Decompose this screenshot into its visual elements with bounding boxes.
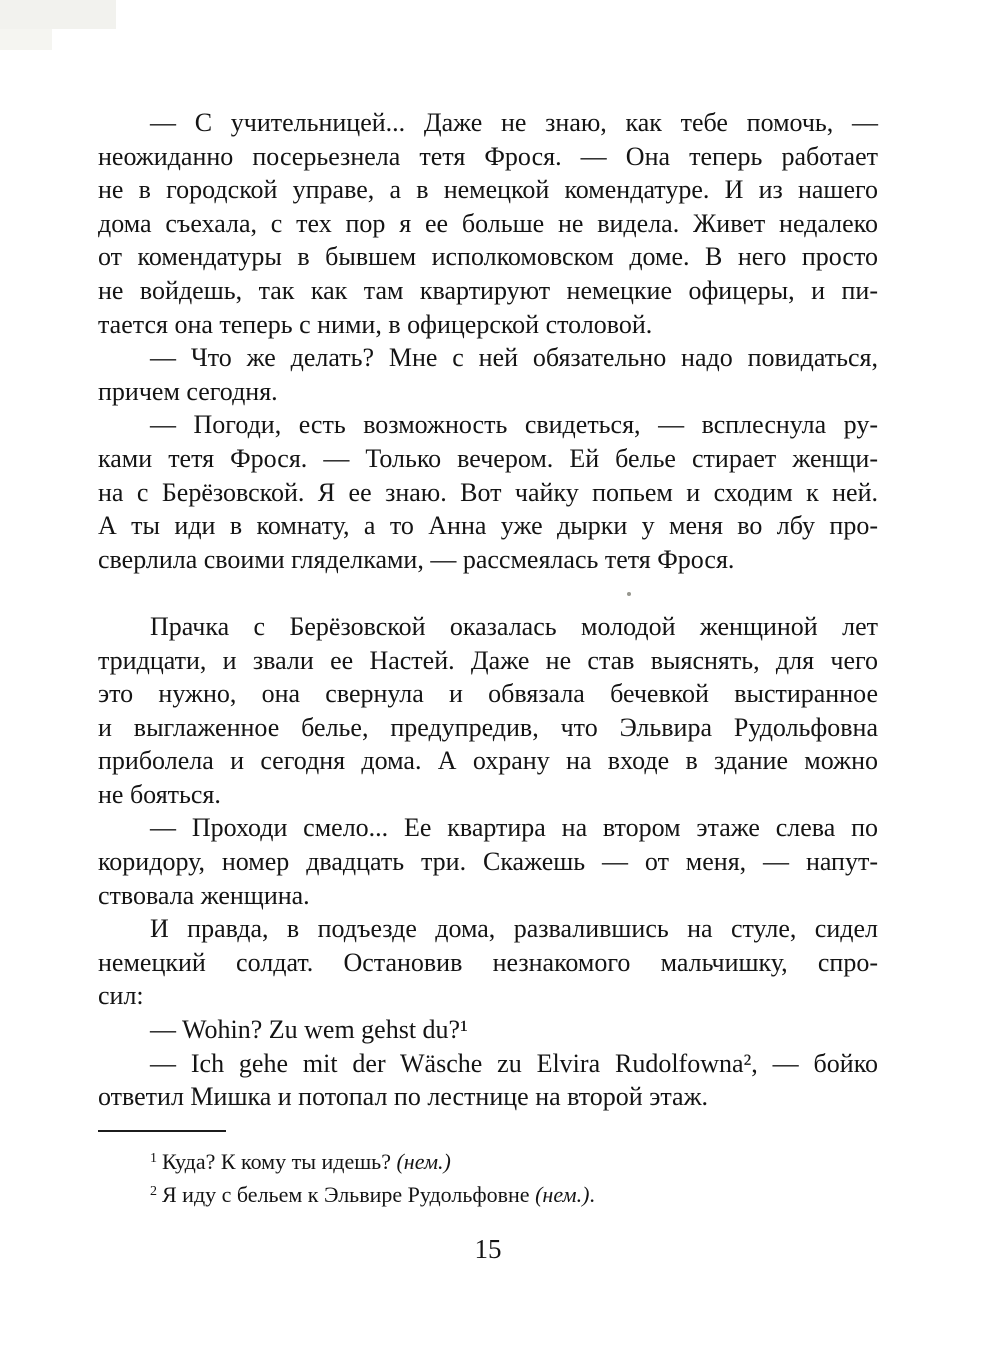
footnote	[98, 1177, 878, 1210]
footnote-separator	[98, 1130, 226, 1132]
text-line: сил:	[98, 981, 144, 1011]
text-line: И правда, в подъезде дома, развалившись на стуле, сидел	[150, 914, 878, 944]
text-line: Прачка с Берёзовской оказалась молодой женщиной лет	[150, 611, 878, 641]
paragraph	[98, 1013, 878, 1047]
text-line: А ты иди в комнату, а то Анна уже дырки у меня во лбу про-	[98, 511, 878, 541]
text-line: причем сегодня.	[98, 376, 278, 406]
text-line: сверлила своими гляделками, — рассмеялась тетя Фрося.	[98, 544, 735, 574]
text-line: ответил Мишка и потопал по лестнице на второй этаж.	[98, 1082, 709, 1112]
text-line: не в городской управе, а в немецкой комендатуре. И из нашего	[98, 175, 878, 205]
paragraph	[98, 408, 878, 576]
footnote-lang-note: (нем.)	[396, 1148, 451, 1174]
footnote-marker: 1	[150, 1150, 157, 1166]
text-line: — Wohin? Zu wem gehst du?¹	[150, 1015, 468, 1045]
paragraph	[98, 341, 878, 408]
paragraph	[98, 106, 878, 341]
paragraph	[98, 610, 878, 812]
footnotes-section	[98, 1144, 878, 1210]
text-line: на с Берёзовской. Я ее знаю. Вот чайку попьем и сходим к ней.	[98, 477, 878, 507]
text-line: неожиданно посерьезнела тетя Фрося. — Она теперь работает	[98, 141, 878, 171]
paragraph	[98, 1047, 878, 1114]
scan-artifact	[0, 0, 116, 29]
text-line: ствовала женщина.	[98, 880, 310, 910]
footnote-lang-note: (нем.)	[535, 1181, 590, 1207]
footnote-suffix: .	[589, 1181, 595, 1207]
text-line: немецкий солдат. Остановив незнакомого мальчишку, спро-	[98, 947, 878, 977]
paragraph	[98, 811, 878, 912]
text-line: тридцати, и звали ее Настей. Даже не став выяснять, для чего	[98, 645, 878, 675]
page-number: 15	[474, 1233, 502, 1264]
text-line: приболела и сегодня дома. А охрану на входе в здание можно	[98, 746, 878, 776]
text-line: — Погоди, есть возможность свидеться, — всплеснула ру-	[150, 410, 878, 440]
text-line: от комендатуры в бывшем исполкомовском доме. В него просто	[98, 242, 878, 272]
text-line: — Что же делать? Мне с ней обязательно надо повидаться,	[150, 343, 878, 373]
text-line: тается она теперь с ними, в офицерской столовой.	[98, 309, 653, 339]
scan-artifact	[0, 29, 52, 50]
text-block	[98, 106, 878, 1265]
paragraph	[98, 912, 878, 1013]
text-line: — Проходи смело... Ее квартира на втором этаже слева по	[150, 813, 878, 843]
text-line: не бояться.	[98, 779, 221, 809]
footnote-text: Я иду с бельем к Эльвире Рудольфовне	[162, 1181, 536, 1207]
text-line: не войдешь, так как там квартируют немецкие офицеры, и пи-	[98, 275, 878, 305]
text-line: коридору, номер двадцать три. Скажешь — от меня, — напут-	[98, 847, 878, 877]
text-line: ками тетя Фрося. — Только вечером. Ей белье стирает женщи-	[98, 443, 878, 473]
text-line: это нужно, она свернула и обвязала бечевкой выстиранное	[98, 679, 878, 709]
text-line: и выглаженное белье, предупредив, что Эльвира Рудольфовна	[98, 712, 878, 742]
footnote	[98, 1144, 878, 1177]
text-line: — С учительницей... Даже не знаю, как тебе помочь, —	[150, 108, 878, 137]
footnote-text: Куда? К кому ты идешь?	[162, 1148, 397, 1174]
text-line: — Ich gehe mit der Wäsche zu Elvira Rudolfowna², — бойко	[150, 1048, 878, 1078]
footnote-marker: 2	[150, 1183, 157, 1199]
text-line: дома съехала, с тех пор я ее больше не видела. Живет недалеко	[98, 208, 878, 238]
scene-break	[98, 576, 878, 610]
